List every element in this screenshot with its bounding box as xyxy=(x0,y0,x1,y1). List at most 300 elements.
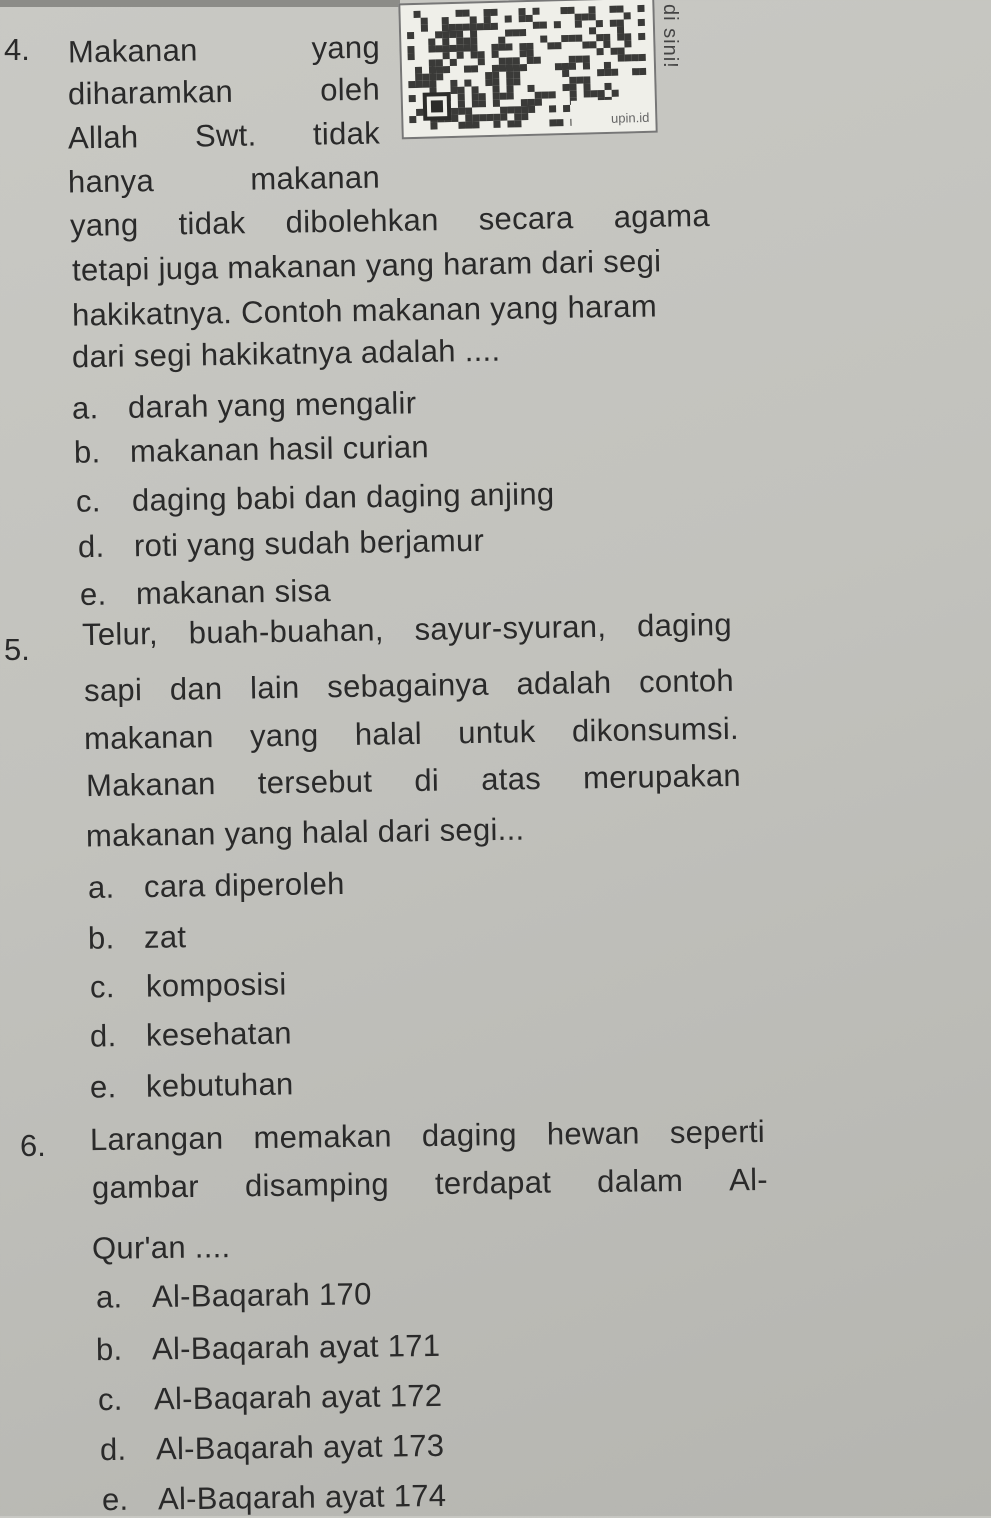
qr-module xyxy=(422,74,429,81)
question-number: 6. xyxy=(20,1128,46,1163)
qr-module xyxy=(498,44,505,51)
qr-module xyxy=(519,29,526,36)
word: sapi xyxy=(83,672,143,709)
question-text-line xyxy=(86,758,741,804)
qr-module xyxy=(611,69,618,76)
qr-module xyxy=(527,85,534,92)
answer-option[interactable] xyxy=(76,476,555,520)
option-letter: b. xyxy=(73,434,101,470)
qr-module xyxy=(583,62,590,69)
qr-module xyxy=(471,51,478,58)
option-letter: c. xyxy=(75,483,102,519)
option-letter: b. xyxy=(87,920,115,956)
word: daging xyxy=(421,1116,517,1154)
qr-module xyxy=(500,93,507,100)
question-text-line: tetapi juga makanan yang haram dari segi xyxy=(71,243,662,288)
qr-module xyxy=(449,24,456,31)
word: dalam xyxy=(596,1162,684,1199)
word: untuk xyxy=(457,714,536,751)
word: Makanan xyxy=(67,32,198,70)
qr-module xyxy=(598,90,605,97)
qr-module xyxy=(455,10,462,17)
qr-module xyxy=(442,38,449,45)
qr-module xyxy=(408,81,415,88)
qr-module xyxy=(413,11,420,18)
qr-module xyxy=(430,122,437,129)
qr-module xyxy=(583,76,590,83)
qr-label: upin.id xyxy=(610,109,650,126)
qr-module xyxy=(604,83,611,90)
answer-option[interactable] xyxy=(100,1428,445,1468)
qr-module xyxy=(554,21,561,28)
qr-module xyxy=(428,38,435,45)
qr-module xyxy=(506,85,513,92)
question-number: 4. xyxy=(4,32,30,67)
answer-option[interactable] xyxy=(90,966,287,1005)
word: di xyxy=(414,762,440,798)
qr-module xyxy=(540,21,547,28)
qr-module xyxy=(492,72,499,79)
qr-module xyxy=(624,40,631,47)
qr-module xyxy=(554,42,561,49)
word: Allah xyxy=(67,119,139,156)
qr-module xyxy=(429,66,436,73)
word: terdapat xyxy=(434,1164,552,1201)
qr-module xyxy=(477,23,484,30)
qr-finder xyxy=(431,100,443,112)
qr-module xyxy=(582,41,589,48)
answer-option[interactable] xyxy=(90,1066,294,1105)
qr-module xyxy=(478,58,485,65)
qr-module xyxy=(456,45,463,52)
qr-module xyxy=(449,31,456,38)
question-text-line xyxy=(92,1162,768,1206)
word: dan xyxy=(169,670,223,707)
qr-module xyxy=(436,66,443,73)
qr-module xyxy=(408,53,415,60)
word: tidak xyxy=(178,205,246,242)
question-text-line xyxy=(68,30,381,71)
option-text: zat xyxy=(143,919,187,955)
qr-code-image xyxy=(398,0,657,139)
word: makanan xyxy=(83,719,214,757)
word: oleh xyxy=(319,71,381,108)
qr-module xyxy=(407,32,414,39)
answer-option[interactable] xyxy=(88,866,345,906)
qr-module xyxy=(542,91,549,98)
qr-module xyxy=(485,79,492,86)
qr-module xyxy=(407,46,414,53)
qr-module xyxy=(535,99,542,106)
qr-module xyxy=(465,121,472,128)
qr-module xyxy=(519,15,526,22)
qr-module xyxy=(492,51,499,58)
qr-module xyxy=(569,77,576,84)
qr-module xyxy=(513,71,520,78)
qr-module xyxy=(458,108,465,115)
qr-module xyxy=(416,109,423,116)
qr-module xyxy=(519,43,526,50)
qr-module xyxy=(456,38,463,45)
qr-module xyxy=(442,45,449,52)
qr-module xyxy=(617,26,624,33)
qr-module xyxy=(540,35,547,42)
word: secara xyxy=(478,200,574,237)
qr-module xyxy=(513,57,520,64)
qr-module xyxy=(528,99,535,106)
option-text: Al-Baqarah ayat 174 xyxy=(157,1477,447,1517)
qr-module xyxy=(499,58,506,65)
qr-module xyxy=(500,107,507,114)
word: daging xyxy=(636,606,733,644)
word: memakan xyxy=(253,1118,392,1156)
qr-module xyxy=(526,43,533,50)
qr-module xyxy=(483,9,490,16)
word: adalah xyxy=(516,664,612,702)
qr-module xyxy=(470,44,477,51)
qr-module xyxy=(527,50,534,57)
word: tidak xyxy=(312,115,381,152)
qr-module xyxy=(506,57,513,64)
qr-module xyxy=(528,106,535,113)
qr-module xyxy=(520,64,527,71)
qr-module xyxy=(604,62,611,69)
qr-module xyxy=(576,56,583,63)
qr-module xyxy=(442,31,449,38)
word: merupakan xyxy=(582,757,742,796)
option-text: Al-Baqarah ayat 171 xyxy=(151,1327,441,1367)
word: diharamkan xyxy=(67,73,234,112)
qr-module xyxy=(479,100,486,107)
qr-module xyxy=(491,23,498,30)
qr-module xyxy=(632,68,639,75)
answer-option[interactable] xyxy=(72,385,417,426)
word: contoh xyxy=(638,662,735,700)
option-text: cara diperoleh xyxy=(143,865,345,905)
question-text-line: Qur'an .... xyxy=(91,1229,231,1266)
qr-module xyxy=(442,24,449,31)
qr-module xyxy=(624,33,631,40)
answer-option[interactable] xyxy=(102,1478,447,1518)
answer-option[interactable] xyxy=(74,429,429,471)
qr-module xyxy=(409,95,416,102)
word: sebagainya xyxy=(326,666,490,705)
qr-module xyxy=(617,47,624,54)
word: yang xyxy=(69,206,139,244)
qr-module xyxy=(527,57,534,64)
qr-module xyxy=(449,45,456,52)
qr-module xyxy=(624,12,631,19)
qr-module xyxy=(521,113,528,120)
qr-module xyxy=(532,8,539,15)
qr-module xyxy=(506,71,513,78)
word: makanan xyxy=(250,159,381,197)
qr-module xyxy=(464,65,471,72)
qr-module xyxy=(463,24,470,31)
qr-module xyxy=(429,59,436,66)
qr-module xyxy=(617,19,624,26)
qr-module xyxy=(632,54,639,61)
answer-option[interactable] xyxy=(88,919,187,957)
answer-option[interactable] xyxy=(96,1276,372,1315)
qr-module xyxy=(435,45,442,52)
qr-module xyxy=(479,114,486,121)
qr-module xyxy=(521,106,528,113)
word: hanya xyxy=(67,163,155,200)
qr-module xyxy=(617,33,624,40)
qr-module xyxy=(421,25,428,32)
question-text-line xyxy=(90,1114,765,1158)
word: lain xyxy=(249,669,300,706)
word: disamping xyxy=(244,1166,390,1204)
qr-module xyxy=(639,68,646,75)
option-letter: b. xyxy=(95,1331,123,1368)
qr-module xyxy=(588,6,595,13)
word: Al- xyxy=(728,1161,769,1198)
qr-module xyxy=(583,83,590,90)
option-letter: e. xyxy=(89,1069,117,1105)
qr-module xyxy=(556,119,563,126)
qr-module xyxy=(421,18,428,25)
qr-module xyxy=(464,79,471,86)
qr-module xyxy=(506,64,513,71)
qr-module xyxy=(596,34,603,41)
word: atas xyxy=(480,760,542,797)
word: tersebut xyxy=(257,763,373,801)
qr-module xyxy=(442,17,449,24)
qr-module xyxy=(589,41,596,48)
qr-module xyxy=(415,81,422,88)
option-text: daging babi dan daging anjing xyxy=(131,476,555,518)
question-text-line: dari segi hakikatnya adalah .... xyxy=(71,332,501,375)
word: Swt. xyxy=(194,117,257,154)
qr-module xyxy=(611,48,618,55)
qr-module xyxy=(415,74,422,81)
option-text: makanan hasil curian xyxy=(129,429,430,469)
qr-module xyxy=(625,54,632,61)
qr-module xyxy=(618,54,625,61)
qr-module xyxy=(450,80,457,87)
qr-module xyxy=(490,9,497,16)
qr-module xyxy=(616,5,623,12)
qr-module xyxy=(549,119,556,126)
word: dikonsumsi. xyxy=(571,710,740,749)
qr-module xyxy=(422,81,429,88)
qr-module xyxy=(584,90,591,97)
answer-option[interactable] xyxy=(80,573,331,613)
qr-module xyxy=(582,13,589,20)
word: Telur, xyxy=(81,615,159,653)
question-text-line xyxy=(68,116,381,157)
qr-module xyxy=(569,56,576,63)
qr-module xyxy=(484,23,491,30)
word: agama xyxy=(613,197,711,235)
qr-module xyxy=(612,90,619,97)
qr-module xyxy=(535,92,542,99)
qr-module xyxy=(562,63,569,70)
qr-module xyxy=(415,67,422,74)
qr-module xyxy=(435,31,442,38)
word: seperti xyxy=(669,1113,766,1151)
qr-module xyxy=(505,15,512,22)
qr-module xyxy=(498,37,505,44)
qr-module xyxy=(562,70,569,77)
qr-module xyxy=(603,34,610,41)
qr-module xyxy=(638,33,645,40)
qr-module xyxy=(547,42,554,49)
qr-module xyxy=(507,120,514,127)
question-text-line xyxy=(82,607,732,653)
option-letter: d. xyxy=(77,528,105,565)
qr-module xyxy=(493,114,500,121)
qr-module xyxy=(549,91,556,98)
qr-module xyxy=(603,41,610,48)
answer-option[interactable] xyxy=(98,1378,443,1418)
qr-module xyxy=(533,22,540,29)
qr-module xyxy=(457,52,464,59)
option-letter: e. xyxy=(79,576,107,612)
word: dibolehkan xyxy=(285,202,439,240)
qr-module xyxy=(451,108,458,115)
answer-option[interactable] xyxy=(78,523,485,565)
qr-module xyxy=(491,44,498,51)
qr-module xyxy=(458,101,465,108)
option-letter: d. xyxy=(89,1018,117,1054)
question-text-line xyxy=(68,160,381,201)
qr-module xyxy=(520,50,527,57)
word: halal xyxy=(354,715,423,752)
qr-module xyxy=(534,57,541,64)
option-letter: a. xyxy=(87,869,115,906)
qr-module xyxy=(428,45,435,52)
qr-module xyxy=(567,7,574,14)
qr-module xyxy=(549,105,556,112)
qr-module xyxy=(470,30,477,37)
option-text: darah yang mengalir xyxy=(127,385,417,425)
qr-module xyxy=(609,6,616,13)
option-text: Al-Baqarah 170 xyxy=(151,1276,372,1314)
qr-module xyxy=(458,94,465,101)
top-edge xyxy=(0,0,400,7)
qr-module xyxy=(465,107,472,114)
qr-module xyxy=(514,106,521,113)
qr-module xyxy=(471,86,478,93)
qr-module xyxy=(472,121,479,128)
qr-module xyxy=(478,51,485,58)
option-text: kesehatan xyxy=(145,1015,293,1053)
qr-module xyxy=(457,87,464,94)
qr-module xyxy=(507,106,514,113)
qr-module xyxy=(569,63,576,70)
answer-option[interactable] xyxy=(90,1015,292,1054)
qr-module xyxy=(450,87,457,94)
word: gambar xyxy=(91,1168,200,1206)
question-text-line xyxy=(84,663,734,709)
qr-module xyxy=(463,38,470,45)
qr-module xyxy=(436,73,443,80)
qr-module xyxy=(499,65,506,72)
option-letter: c. xyxy=(97,1381,123,1418)
qr-module xyxy=(450,59,457,66)
qr-module xyxy=(479,93,486,100)
qr-module xyxy=(409,116,416,123)
qr-module xyxy=(470,37,477,44)
qr-module xyxy=(562,84,569,91)
qr-module xyxy=(596,20,603,27)
qr-module xyxy=(638,19,645,26)
qr-module xyxy=(443,66,450,73)
option-letter: e. xyxy=(101,1481,129,1518)
qr-module xyxy=(639,54,646,61)
qr-module xyxy=(471,65,478,72)
qr-module xyxy=(526,15,533,22)
qr-module xyxy=(583,55,590,62)
option-text: kebutuhan xyxy=(145,1066,294,1104)
qr-module xyxy=(506,78,513,85)
option-letter: a. xyxy=(95,1279,123,1315)
qr-module xyxy=(575,14,582,21)
question-text-line: hakikatnya. Contoh makanan yang haram xyxy=(71,288,658,333)
qr-module xyxy=(451,115,458,122)
option-text: komposisi xyxy=(145,966,287,1004)
qr-module xyxy=(484,16,491,23)
qr-module xyxy=(462,10,469,17)
word: yang xyxy=(249,717,319,754)
question-text-line: makanan yang halal dari segi... xyxy=(85,811,525,854)
qr-module xyxy=(521,99,528,106)
qr-module xyxy=(470,16,477,23)
answer-option[interactable] xyxy=(96,1328,441,1368)
option-letter: d. xyxy=(99,1431,127,1468)
word: buah-buahan, xyxy=(188,612,384,651)
qr-module xyxy=(589,27,596,34)
word: Makanan xyxy=(85,766,216,804)
qr-module xyxy=(610,20,617,27)
word: Larangan xyxy=(89,1120,224,1158)
qr-module xyxy=(436,59,443,66)
qr-module xyxy=(512,29,519,36)
qr-module xyxy=(518,8,525,15)
qr-module xyxy=(492,65,499,72)
qr-module xyxy=(492,79,499,86)
qr-module xyxy=(456,31,463,38)
qr-module xyxy=(561,35,568,42)
qr-module xyxy=(463,45,470,52)
qr-module xyxy=(563,105,570,112)
qr-module xyxy=(560,7,567,14)
qr-module xyxy=(570,91,577,98)
qr-module xyxy=(472,100,479,107)
word: hewan xyxy=(546,1115,640,1152)
qr-module xyxy=(507,92,514,99)
option-text: makanan sisa xyxy=(135,573,332,612)
qr-module xyxy=(485,72,492,79)
qr-module xyxy=(500,114,507,121)
qr-module xyxy=(575,21,582,28)
qr-module xyxy=(458,122,465,129)
qr-module xyxy=(568,35,575,42)
qr-module xyxy=(505,43,512,50)
qr-module xyxy=(465,114,472,121)
question-text-line xyxy=(84,711,739,757)
option-text: Al-Baqarah ayat 173 xyxy=(155,1427,445,1467)
option-letter: c. xyxy=(89,969,115,1005)
qr-module xyxy=(429,80,436,87)
qr-module xyxy=(589,13,596,20)
qr-module xyxy=(472,114,479,121)
qr-module xyxy=(493,93,500,100)
qr-module xyxy=(486,114,493,121)
